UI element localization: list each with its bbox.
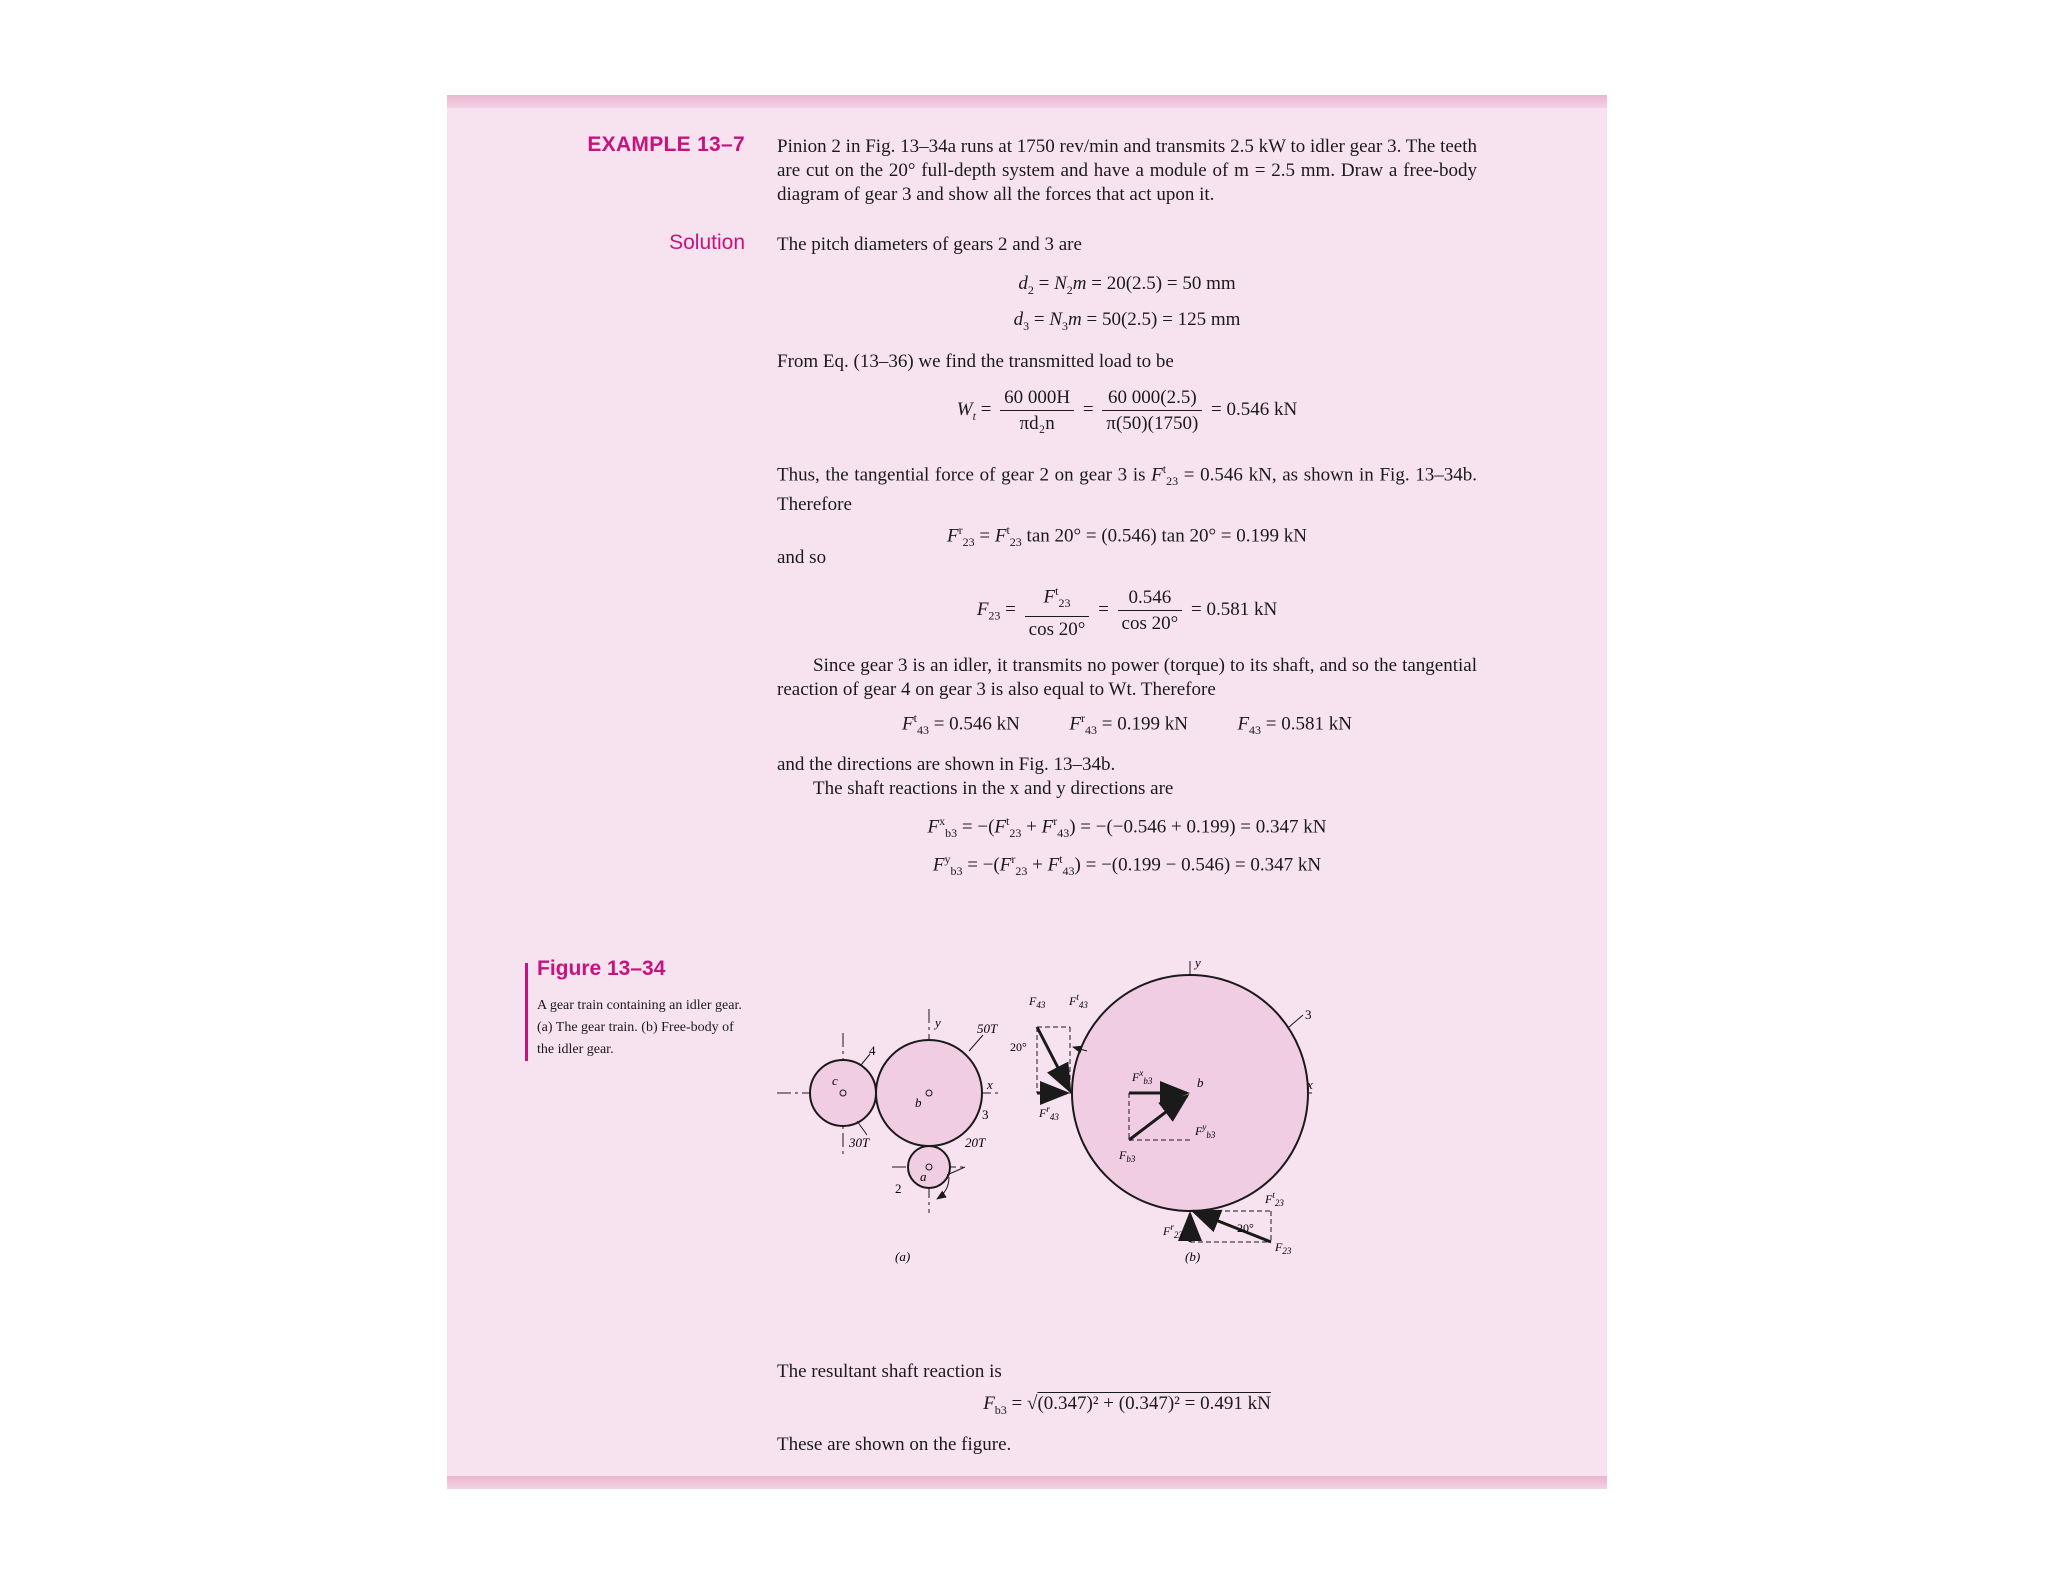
label-x-b: x [1307,1077,1313,1092]
closing-text: These are shown on the figure. [777,1434,1012,1455]
label-f23: $F_{23}$ [1275,1240,1292,1256]
gear-train-a [777,1009,999,1264]
label-2: 2 [895,1181,902,1196]
problem-statement: Pinion 2 in Fig. 13–34a runs at 1750 rev/min and transmits 2.5 kW to idler gear 3. The teeth are cut on the 20° full-depth system and have a module of m = 2.5 mm. Draw a free-body diagram of gear 3 and show all the forces that act upon it. [777,136,1477,205]
directions-text: and the directions are shown in Fig. 13–34b. [777,754,1116,775]
label-y-a: y [935,1015,941,1030]
equation-fby: $F^y_{b3} = -(F^r_{23} + F^t_{43}) = -(0.199 - 0.546) = 0.347$ kN [932,852,1322,879]
label-20deg-top: 20° [1010,1040,1027,1054]
label-b-b: b [1197,1075,1204,1090]
equation-fr23: $F^r_{23} = F^t_{23}$ tan 20° = (0.546) tan 20° = 0.199 kN [947,523,1307,550]
label-3-b: 3 [1305,1007,1312,1022]
textbook-page [447,95,1607,1489]
label-30t: 30T [849,1135,870,1150]
solution-intro: The pitch diameters of gears 2 and 3 are [777,234,1082,255]
bottom-band [447,1476,1607,1489]
label-fr23: $F^r_{23}$ [1163,1222,1183,1240]
label-fxb3: $F^x_{b3}$ [1132,1068,1153,1086]
gear-2 [908,1146,950,1188]
resultant-text: The resultant shaft reaction is [777,1361,1002,1382]
label-ft43: $F^t_{43}$ [1069,992,1088,1010]
top-band [447,95,1607,108]
figure-caption: A gear train containing an idler gear. (a) The gear train. (b) Free-body of the idler gear. [537,998,742,1057]
label-fyb3: $F^y_{b3}$ [1195,1122,1216,1140]
label-3: 3 [982,1107,989,1122]
free-body-b [1010,955,1313,1264]
label-20deg-bottom: 20° [1237,1221,1254,1235]
label-50t: 50T [977,1021,998,1036]
shaft-reactions-text: The shaft reactions in the x and y directions are [813,778,1174,799]
label-fig-b: (b) [1185,1249,1201,1264]
gear-train-figure [777,955,1497,1315]
equation-d2: $d_2 = N_2m = 20(2.5) = 50$ mm [1018,273,1236,297]
tangential-force-text: Thus, the tangential force of gear 2 on gear 3 is $F^t_{23} = 0.546$ kN, as shown in Fig. 13–34b. Therefore [777,462,1477,516]
label-4: 4 [869,1043,876,1058]
label-fr43: $F^r_{43}$ [1039,1104,1059,1122]
label-a: a [920,1169,927,1184]
equation-d3: $d_3 = N_3m = 50(2.5) = 125$ mm [1013,309,1241,333]
label-f43: $F_{43}$ [1029,994,1046,1010]
equation-f23: $F_{23}$ = $\frac{F^t_{23}}{\cos 20^\circ}$ = $\frac{0.546}{\cos 20^\circ}$ = 0.581 kN [777,579,1477,642]
from-eq-text: From Eq. (13–36) we find the transmitted load to be [777,351,1174,372]
equation-wt: $W_t$ = $\frac{60 000H}{\text{πd₂n}}$ = $\frac{60 000(2.5)}{\pi(50)(1750)}$ = 0.546 kN [956,387,1298,434]
label-fb3: $F_{b3}$ [1119,1148,1136,1164]
figure-accent-bar [525,963,528,1061]
label-b-a: b [915,1095,922,1110]
label-20t: 20T [965,1135,986,1150]
idler-text: Since gear 3 is an idler, it transmits no power (torque) to its shaft, and so the tangential reaction of gear 4 on gear 3 is also equal to Wt. Therefore [777,655,1477,700]
label-fig-a: (a) [895,1249,911,1264]
figure-title: Figure 13–34 [537,957,666,980]
example-label: EXAMPLE 13–7 [587,133,745,156]
and-so-text: and so [777,547,827,568]
label-y-b: y [1195,955,1201,970]
label-x-a: x [987,1077,993,1092]
gear-4 [810,1060,876,1126]
solution-label: Solution [669,231,745,254]
idler-gear-body [1072,975,1308,1211]
equation-fb3: $F_{b3} = √(0.347)^2 + (0.347)^2 = 0.491$ kN [983,1393,1271,1417]
label-ft23: $F^t_{23}$ [1265,1190,1284,1208]
equation-fbx: $F^x_{b3} = -(F^t_{23} + F^r_{43}) = -(-0.546 + 0.199) = 0.347$ kN [927,814,1327,841]
label-c: c [832,1073,838,1088]
equation-f43-set: $F^t_{43} = 0.546$ kN $F^r_{43} = 0.199$ kN $F_{43} = 0.581$ kN [902,711,1352,738]
gear-3 [876,1040,982,1146]
